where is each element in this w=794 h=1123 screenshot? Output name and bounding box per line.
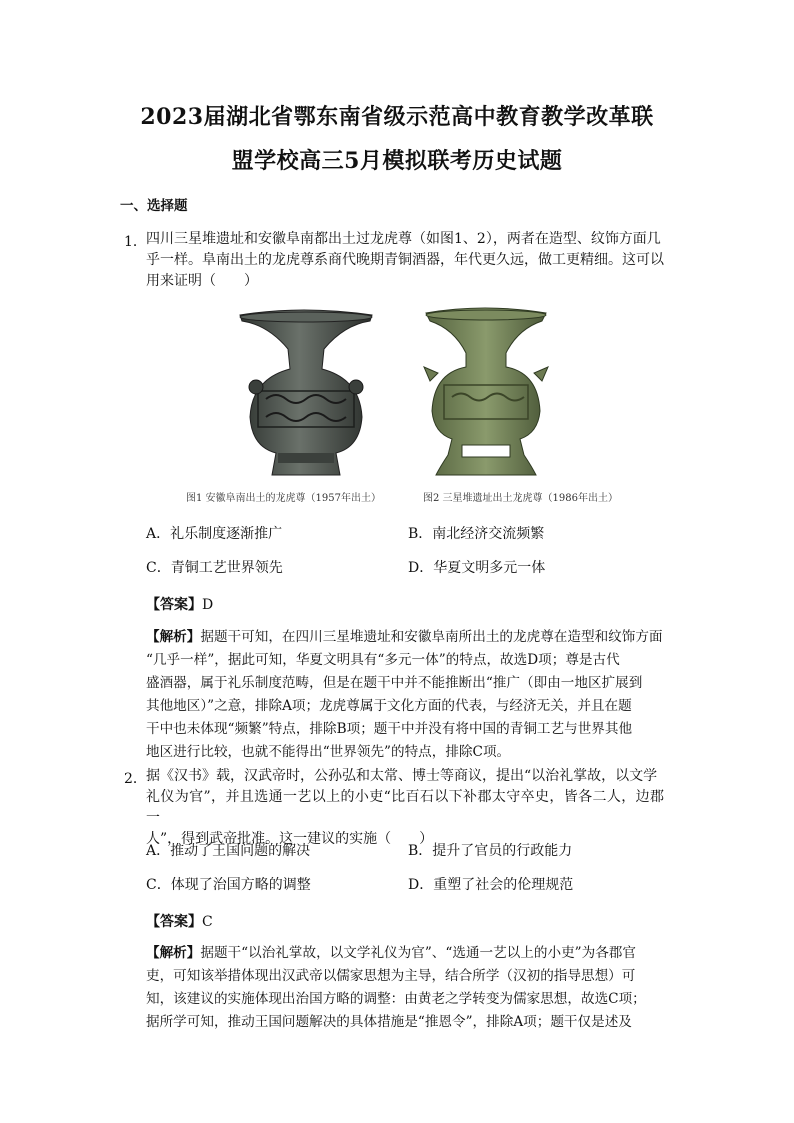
question-1-option-b[interactable]: B．南北经济交流频繁 (408, 526, 545, 542)
explanation-line: 其他地区）”之意，排除A项；龙虎尊属于文化方面的代表，与经济无关，并且在题 (146, 698, 632, 714)
explanation-line: 吏，可知该举措体现出汉武帝以儒家思想为主导，结合所学（汉初的指导思想）可 (146, 968, 636, 984)
answer-label: 【答案】 (146, 914, 202, 930)
document-title-line-1: 2023届湖北省鄂东南省级示范高中教育教学改革联 (140, 104, 654, 130)
vessel-2-image (424, 308, 548, 475)
explanation-line: 盛酒器，属于礼乐制度范畴，但是在题干中并不能推断出“推广（即由一地区扩展到 (146, 675, 643, 691)
answer-label: 【答案】 (146, 597, 202, 613)
question-1-option-c[interactable]: C．青铜工艺世界领先 (146, 560, 283, 576)
explanation-label: 【解析】 (146, 629, 201, 645)
answer-value: C (202, 914, 213, 930)
explanation-line: 知，该建议的实施体现出治国方略的调整：由黄老之学转变为儒家思想，故选C项； (146, 991, 646, 1007)
question-2-stem (146, 766, 664, 850)
question-2-line: 据《汉书》载，汉武帝时，公孙弘和太常、博士等商议，提出“以治礼掌故，以文学 (146, 768, 658, 784)
explanation-line: 干中也未体现“频繁”特点，排除B项；题干中并没有将中国的青铜工艺与世界其他 (146, 721, 633, 737)
question-2-option-a[interactable]: A．推动了王国问题的解决 (146, 843, 311, 859)
question-1-explanation (146, 626, 666, 764)
bronze-vessels-figure (232, 307, 562, 482)
question-2-number: 2． (124, 771, 147, 787)
explanation-line: “几乎一样”，据此可知，华夏文明具有“多元一体”的特点，故选D项；尊是古代 (146, 652, 620, 668)
explanation-line: 据题干“以治礼掌故，以文学礼仪为官”、“选通一艺以上的小吏”为各郡官 (200, 945, 636, 961)
question-1-option-d[interactable]: D．华夏文明多元一体 (408, 560, 546, 576)
question-2-line: 礼仪为官”，并且选通一艺以上的小吏“比百石以下补郡太守卒史，皆各二人，边郡一 (146, 789, 664, 826)
question-1-line: 乎一样。阜南出土的龙虎尊系商代晚期青铜酒器，年代更久远，做工更精细。这可以 (146, 252, 664, 268)
question-2-option-c[interactable]: C．体现了治国方略的调整 (146, 877, 311, 893)
question-2-explanation (146, 942, 666, 1034)
question-2-line: 人”，得到武帝批准。这一建议的实施（ ） (146, 831, 434, 847)
figure-1-caption: 图1 安徽阜南出土的龙虎尊（1957年出土） (186, 493, 381, 504)
explanation-line: 地区进行比较，也就不能得出“世界领先”的特点，排除C项。 (146, 744, 511, 760)
section-heading: 一、选择题 (120, 198, 188, 214)
question-1-option-a[interactable]: A．礼乐制度逐渐推广 (146, 526, 283, 542)
question-1-line: 用来证明（ ） (146, 273, 258, 289)
question-2-option-b[interactable]: B．提升了官员的行政能力 (408, 843, 573, 859)
question-1-answer (146, 594, 213, 614)
vessel-1-image (240, 310, 372, 475)
figure-2-caption: 图2 三星堆遗址出土龙虎尊（1986年出土） (423, 493, 618, 504)
question-1-line: 四川三星堆遗址和安徽阜南都出土过龙虎尊（如图1、2），两者在造型、纹饰方面几 (146, 231, 661, 247)
question-1-stem (146, 229, 664, 292)
answer-value: D (202, 597, 214, 613)
question-2-answer (146, 911, 213, 931)
explanation-line: 据所学可知，推动王国问题解决的具体措施是“推恩令”，排除A项；题干仅是述及 (146, 1014, 632, 1030)
question-2-option-d[interactable]: D．重塑了社会的伦理规范 (408, 877, 574, 893)
question-1-number: 1． (124, 234, 147, 250)
explanation-line: 据题干可知，在四川三星堆遗址和安徽阜南所出土的龙虎尊在造型和纹饰方面 (200, 629, 663, 645)
explanation-label: 【解析】 (146, 945, 201, 961)
document-title-line-2: 盟学校高三5月模拟联考历史试题 (231, 148, 563, 174)
